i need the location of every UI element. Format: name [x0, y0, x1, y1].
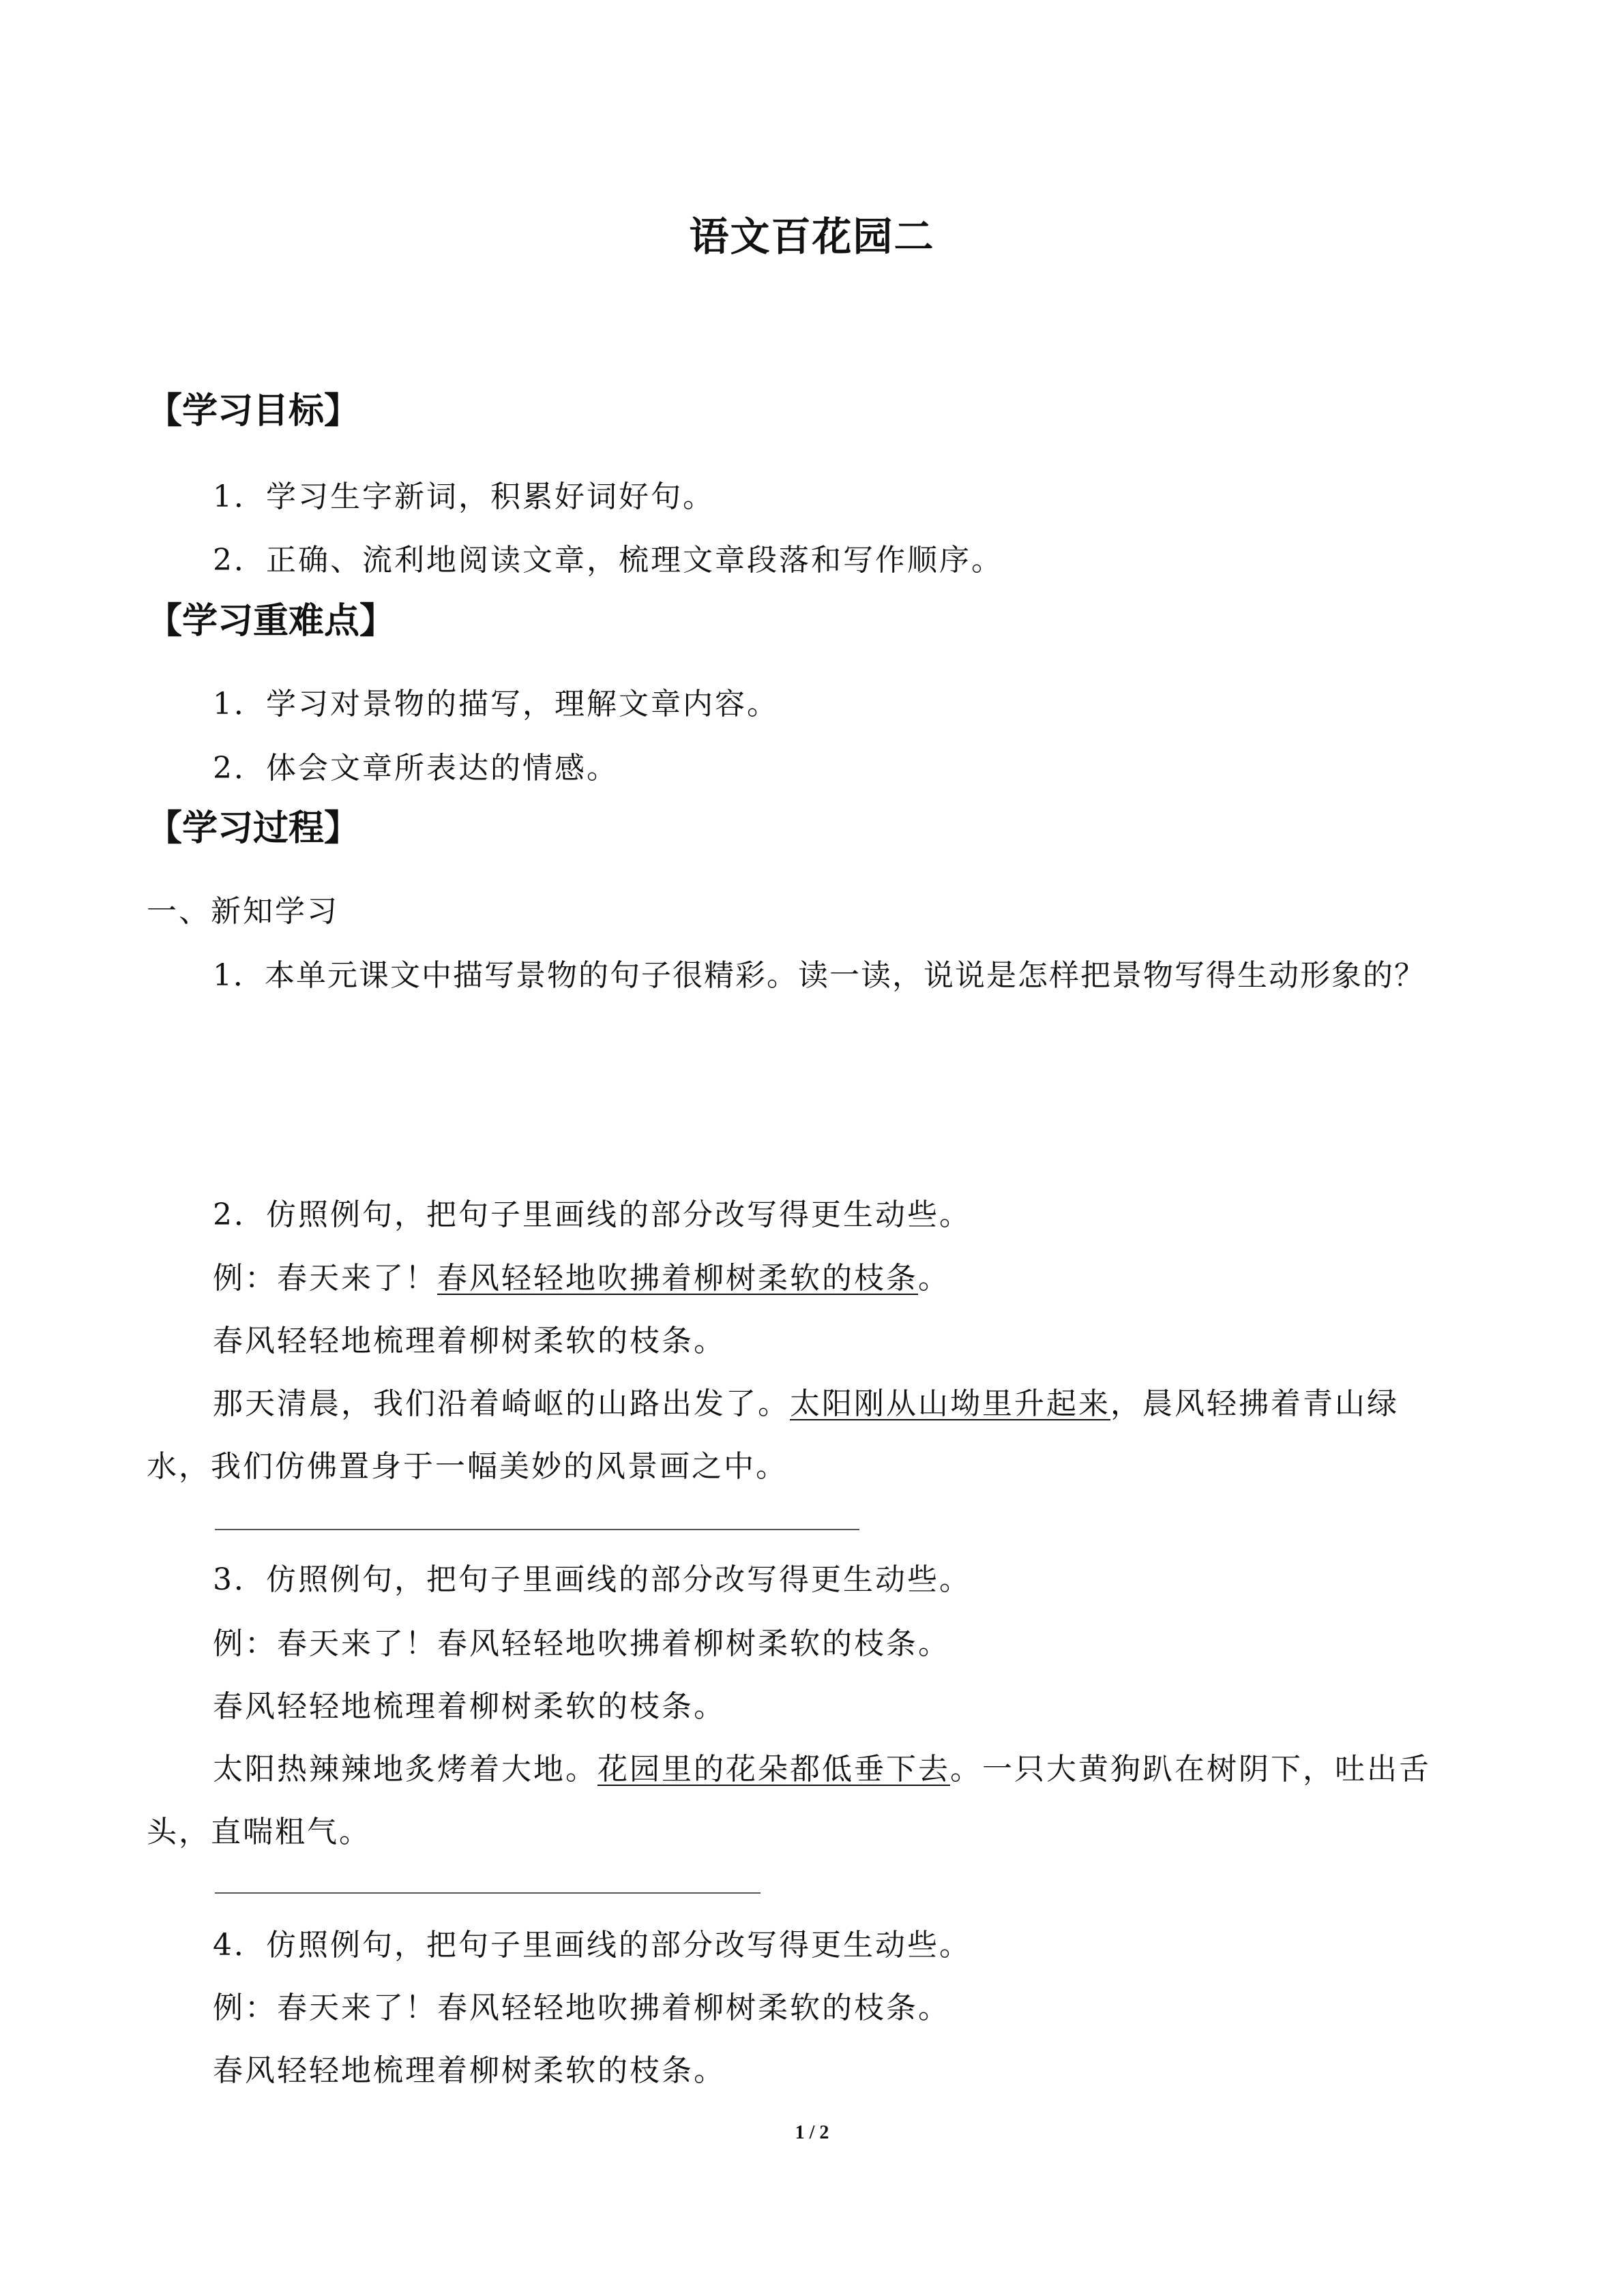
passage-underlined-phrase: 花园里的花朵都低垂下去	[597, 1752, 950, 1787]
question-2-prompt: 2．仿照例句，把句子里画线的部分改写得更生动些。	[213, 1197, 971, 1232]
key-point-item-2: 2．体会文章所表达的情感。	[213, 751, 619, 786]
answer-line[interactable]	[215, 1529, 859, 1530]
passage-text: 那天清晨，我们沿着崎岖的山路出发了。	[213, 1386, 790, 1421]
answer-line[interactable]	[215, 1892, 761, 1894]
section-heading-goals: 【学习目标】	[147, 391, 360, 432]
question-3-passage-continued: 头，直喘粗气。	[147, 1815, 371, 1849]
question-2-rewrite: 春风轻轻地梳理着柳树柔软的枝条。	[213, 1324, 726, 1358]
example-suffix: 。	[918, 1261, 950, 1296]
question-3-prompt: 3．仿照例句，把句子里画线的部分改写得更生动些。	[213, 1562, 971, 1597]
question-4-rewrite: 春风轻轻地梳理着柳树柔软的枝条。	[213, 2053, 726, 2088]
question-3-passage	[213, 1744, 1431, 1788]
passage-underlined-phrase: 太阳刚从山坳里升起来	[790, 1386, 1110, 1421]
example-underlined-phrase: 春风轻轻地吹拂着柳树柔软的枝条	[437, 1261, 918, 1296]
question-2-passage-continued: 水，我们仿佛置身于一幅美妙的风景画之中。	[147, 1449, 788, 1484]
question-1: 1．本单元课文中描写景物的句子很精彩。读一读，说说是怎样把景物写得生动形象的？	[213, 958, 1426, 993]
goal-item-2: 2．正确、流利地阅读文章，梳理文章段落和写作顺序。	[213, 543, 1003, 578]
question-3-example: 例：春天来了！春风轻轻地吹拂着柳树柔软的枝条。	[213, 1626, 950, 1661]
question-4-example: 例：春天来了！春风轻轻地吹拂着柳树柔软的枝条。	[213, 1991, 950, 2025]
goal-item-1: 1．学习生字新词，积累好词好句。	[213, 479, 715, 514]
part-one-label: 一、新知学习	[147, 894, 339, 929]
section-heading-key-points: 【学习重难点】	[147, 601, 396, 642]
page-number: 1 / 2	[795, 2122, 829, 2143]
question-2-example	[213, 1253, 950, 1297]
question-3-rewrite: 春风轻轻地梳理着柳树柔软的枝条。	[213, 1689, 726, 1724]
question-2-passage	[213, 1379, 1399, 1422]
section-heading-process: 【学习过程】	[147, 808, 360, 849]
question-4-prompt: 4．仿照例句，把句子里画线的部分改写得更生动些。	[213, 1928, 971, 1963]
page-title: 语文百花园二	[689, 213, 935, 260]
passage-text: 。一只大黄狗趴在树阴下，吐出舌	[950, 1752, 1431, 1787]
passage-text: 太阳热辣辣地炙烤着大地。	[213, 1752, 597, 1787]
passage-text: ，晨风轻拂着青山绿	[1110, 1386, 1399, 1421]
key-point-item-1: 1．学习对景物的描写，理解文章内容。	[213, 687, 779, 721]
example-prefix: 例：春天来了！	[213, 1261, 437, 1296]
